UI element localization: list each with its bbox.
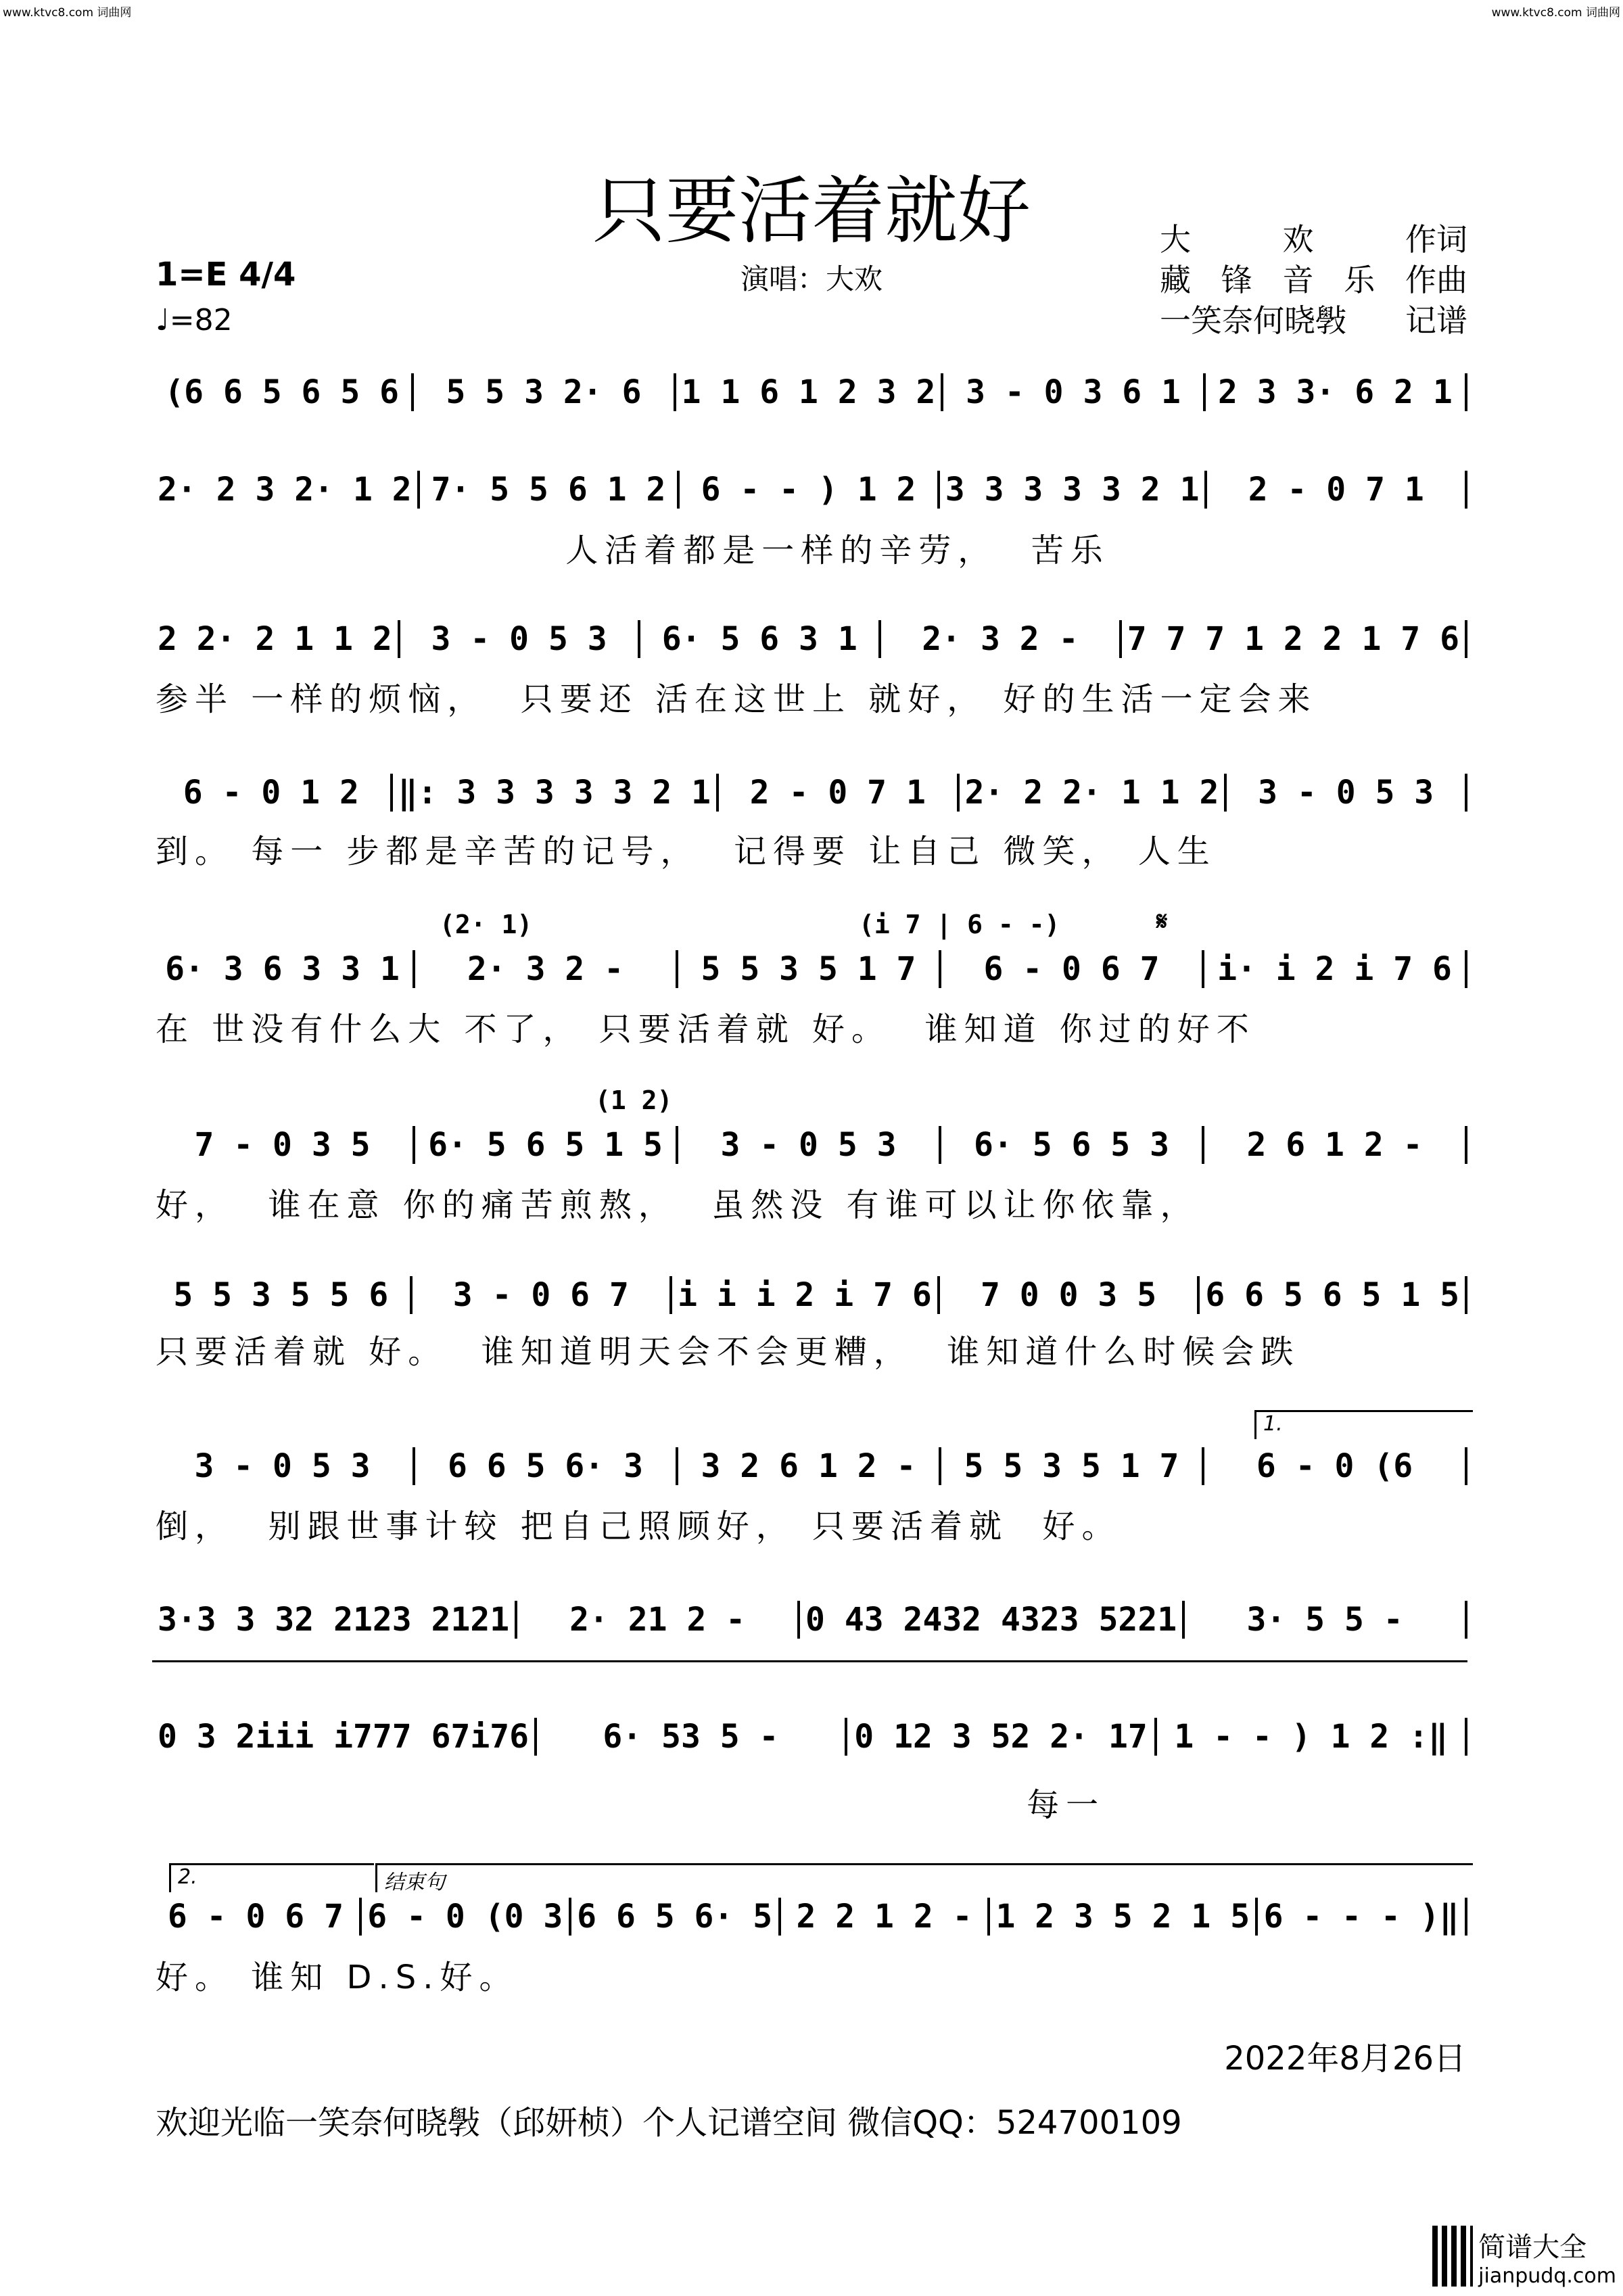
measure: 1 1 6 1 2 3 2 bbox=[676, 373, 944, 411]
credit-text: 锋 bbox=[1221, 262, 1252, 298]
measure: 2 3 3· 6 2 1 bbox=[1206, 373, 1467, 411]
measure: 2· 2 2· 1 1 2 bbox=[960, 774, 1227, 812]
notation-line bbox=[152, 369, 1467, 416]
measure: 5 5 3 5 5 6 bbox=[152, 1276, 413, 1314]
measure: 6 - 0 (6 bbox=[1204, 1447, 1467, 1485]
measure: 2· 2 3 2· 1 2 bbox=[152, 471, 420, 509]
measure: 5 5 3 2· 6 bbox=[414, 373, 676, 411]
volta-bracket: 1. bbox=[1254, 1410, 1473, 1439]
credit-line bbox=[1160, 296, 1467, 341]
measure: 6· 3 6 3 3 1 bbox=[152, 950, 415, 988]
site-logo bbox=[1432, 2226, 1616, 2288]
measure: 6 - - - )‖ bbox=[1258, 1898, 1467, 1936]
volta-bracket: 2. bbox=[169, 1863, 374, 1892]
measure: 3· 5 5 - bbox=[1185, 1601, 1467, 1639]
measure: 0 43 2432 4323 5221 bbox=[800, 1601, 1185, 1639]
measure: 3 2 6 1 2 - bbox=[678, 1447, 941, 1485]
measure: 5 5 3 5 1 7 bbox=[941, 1447, 1204, 1485]
measure: 6 - - ) 1 2 bbox=[680, 471, 940, 509]
measure: 2 - 0 7 1 bbox=[1207, 471, 1467, 509]
measure: ‖: 3 3 3 3 3 2 1 bbox=[393, 774, 719, 812]
credit-text: 乐 bbox=[1344, 262, 1375, 298]
measure: 6 - 0 6 7 bbox=[941, 950, 1204, 988]
notation-line bbox=[152, 615, 1467, 663]
credit-text: 一笑奈何晓斅 bbox=[1160, 302, 1346, 339]
measure: 6 6 5 6 5 1 5 bbox=[1200, 1276, 1467, 1314]
measure: 7 - 0 3 5 bbox=[152, 1126, 415, 1164]
credit-line bbox=[1160, 256, 1467, 300]
tempo-marking: ♩=82 bbox=[156, 303, 233, 337]
measure: 7· 5 5 6 1 2 bbox=[420, 471, 680, 509]
measure: 6 - 0 (0 3 bbox=[362, 1898, 571, 1936]
measure: 7 7 7 1 2 2 1 7 6 bbox=[1122, 620, 1467, 658]
logo-url: jianpudq.com bbox=[1478, 2264, 1616, 2288]
measure: 6· 5 6 3 1 bbox=[640, 620, 881, 658]
measure: 0 12 3 52 2· 17 bbox=[847, 1718, 1158, 1756]
measure: 3 - 0 5 3 bbox=[1227, 774, 1467, 812]
lyrics-line: 好。 谁知 D.S.好。 bbox=[156, 1959, 519, 1996]
notation-line bbox=[152, 1443, 1467, 1490]
measure: 6 6 5 6· 3 bbox=[415, 1447, 678, 1485]
measure: 6· 53 5 - bbox=[537, 1718, 847, 1756]
measure: 6 6 5 6· 5 bbox=[571, 1898, 781, 1936]
key-signature: 1=E 4/4 bbox=[156, 256, 296, 294]
measure: 1 - - ) 1 2 :‖ bbox=[1157, 1718, 1467, 1756]
lyrics-line: 只要活着就 好。 谁知道明天会不会更糟， 谁知道什么时候会跌 bbox=[156, 1333, 1300, 1371]
notation-line bbox=[152, 1713, 1467, 1760]
lyrics-line: 倒， 别跟世事计较 把自己照顾好， 只要活着就 好。 bbox=[156, 1507, 1121, 1545]
logo-name: 简谱大全 bbox=[1478, 2232, 1587, 2263]
lyrics-line: 好， 谁在意 你的痛苦煎熬， 虽然没 有谁可以让你依靠， bbox=[156, 1186, 1200, 1224]
credit-line bbox=[1160, 215, 1467, 260]
notation-line bbox=[152, 945, 1467, 993]
notation-line bbox=[152, 1893, 1467, 1940]
measure: 6· 5 6 5 1 5 bbox=[415, 1126, 678, 1164]
credit-text: 作词 bbox=[1405, 221, 1467, 258]
measure: 3 3 3 3 3 2 1 bbox=[940, 471, 1208, 509]
measure: 3 - 0 5 3 bbox=[678, 1126, 941, 1164]
measure: 2 6 1 2 - bbox=[1204, 1126, 1467, 1164]
credit-text: 欢 bbox=[1282, 221, 1314, 258]
lyrics-line: 人活着都是一样的辛劳， 苦乐 bbox=[156, 532, 1110, 569]
song-title: 只要活着就好 bbox=[592, 169, 1031, 254]
measure: 2· 3 2 - bbox=[415, 950, 678, 988]
measure: 6 - 0 6 7 bbox=[152, 1898, 362, 1936]
measure: 2 2 1 2 - bbox=[781, 1898, 991, 1936]
measure: 2· 21 2 - bbox=[517, 1601, 800, 1639]
measure: 3 - 0 5 3 bbox=[400, 620, 641, 658]
watermark-right: www.ktvc8.com 词曲网 bbox=[1491, 6, 1620, 20]
measure: 3 - 0 5 3 bbox=[152, 1447, 415, 1485]
measure: 2· 3 2 - bbox=[881, 620, 1122, 658]
measure: 1 2 3 5 2 1 5 bbox=[990, 1898, 1258, 1936]
piano-keys-icon bbox=[1432, 2226, 1473, 2287]
system-divider bbox=[152, 1660, 1467, 1662]
notation-line bbox=[152, 1121, 1467, 1169]
notation-line bbox=[152, 1596, 1467, 1643]
measure: 6· 5 6 5 3 bbox=[941, 1126, 1204, 1164]
alternate-notes: (2· 1) bbox=[440, 910, 533, 939]
measure: 5 5 3 5 1 7 bbox=[678, 950, 941, 988]
measure: 3·3 3 32 2123 2121 bbox=[152, 1601, 517, 1639]
measure: 3 - 0 3 6 1 bbox=[943, 373, 1205, 411]
lyrics-line: 参半 一样的烦恼， 只要还 活在这世上 就好， 好的生活一定会来 bbox=[156, 680, 1317, 718]
credit-text: 音 bbox=[1282, 262, 1314, 298]
alternate-notes: (1 2) bbox=[595, 1085, 673, 1115]
measure: 6 - 0 1 2 bbox=[152, 774, 393, 812]
footer-note: 欢迎光临一笑奈何晓斅（邱妍桢）个人记谱空间 微信QQ：524700109 bbox=[156, 2104, 1182, 2142]
alternate-notes: (i 7 | 6 - -) bbox=[859, 910, 1060, 939]
singer-credit: 演唱：大欢 bbox=[740, 262, 883, 296]
alternate-notes: 𝄋 bbox=[1156, 906, 1168, 936]
credit-text: 作曲 bbox=[1405, 262, 1467, 298]
measure: i· i 2 i 7 6 bbox=[1204, 950, 1467, 988]
notation-line bbox=[152, 1271, 1467, 1319]
lyrics-line: 每一 bbox=[156, 1786, 1106, 1824]
measure: 2 2· 2 1 1 2 bbox=[152, 620, 400, 658]
measure: i i i 2 i 7 6 bbox=[672, 1276, 940, 1314]
measure: (6 6 5 6 5 6 bbox=[152, 373, 414, 411]
measure: 3 - 0 6 7 bbox=[413, 1276, 673, 1314]
credit-text: 藏 bbox=[1160, 262, 1191, 298]
lyrics-line: 到。 每一 步都是辛苦的记号， 记得要 让自己 微笑， 人生 bbox=[156, 833, 1217, 870]
credit-text: 记谱 bbox=[1405, 302, 1467, 339]
measure: 0 3 2iii i777 67i76 bbox=[152, 1718, 537, 1756]
lyrics-line: 在 世没有什么大 不了， 只要活着就 好。 谁知道 你过的好不 bbox=[156, 1010, 1256, 1048]
measure: 7 0 0 3 5 bbox=[940, 1276, 1200, 1314]
watermark-left: www.ktvc8.com 词曲网 bbox=[3, 6, 132, 20]
notation-line bbox=[152, 769, 1467, 816]
date: 2022年8月26日 bbox=[1224, 2040, 1466, 2078]
credit-text: 大 bbox=[1160, 221, 1191, 258]
measure: 2 - 0 7 1 bbox=[719, 774, 960, 812]
notation-line bbox=[152, 466, 1467, 513]
ending-bracket: 结束句 bbox=[375, 1863, 1473, 1892]
